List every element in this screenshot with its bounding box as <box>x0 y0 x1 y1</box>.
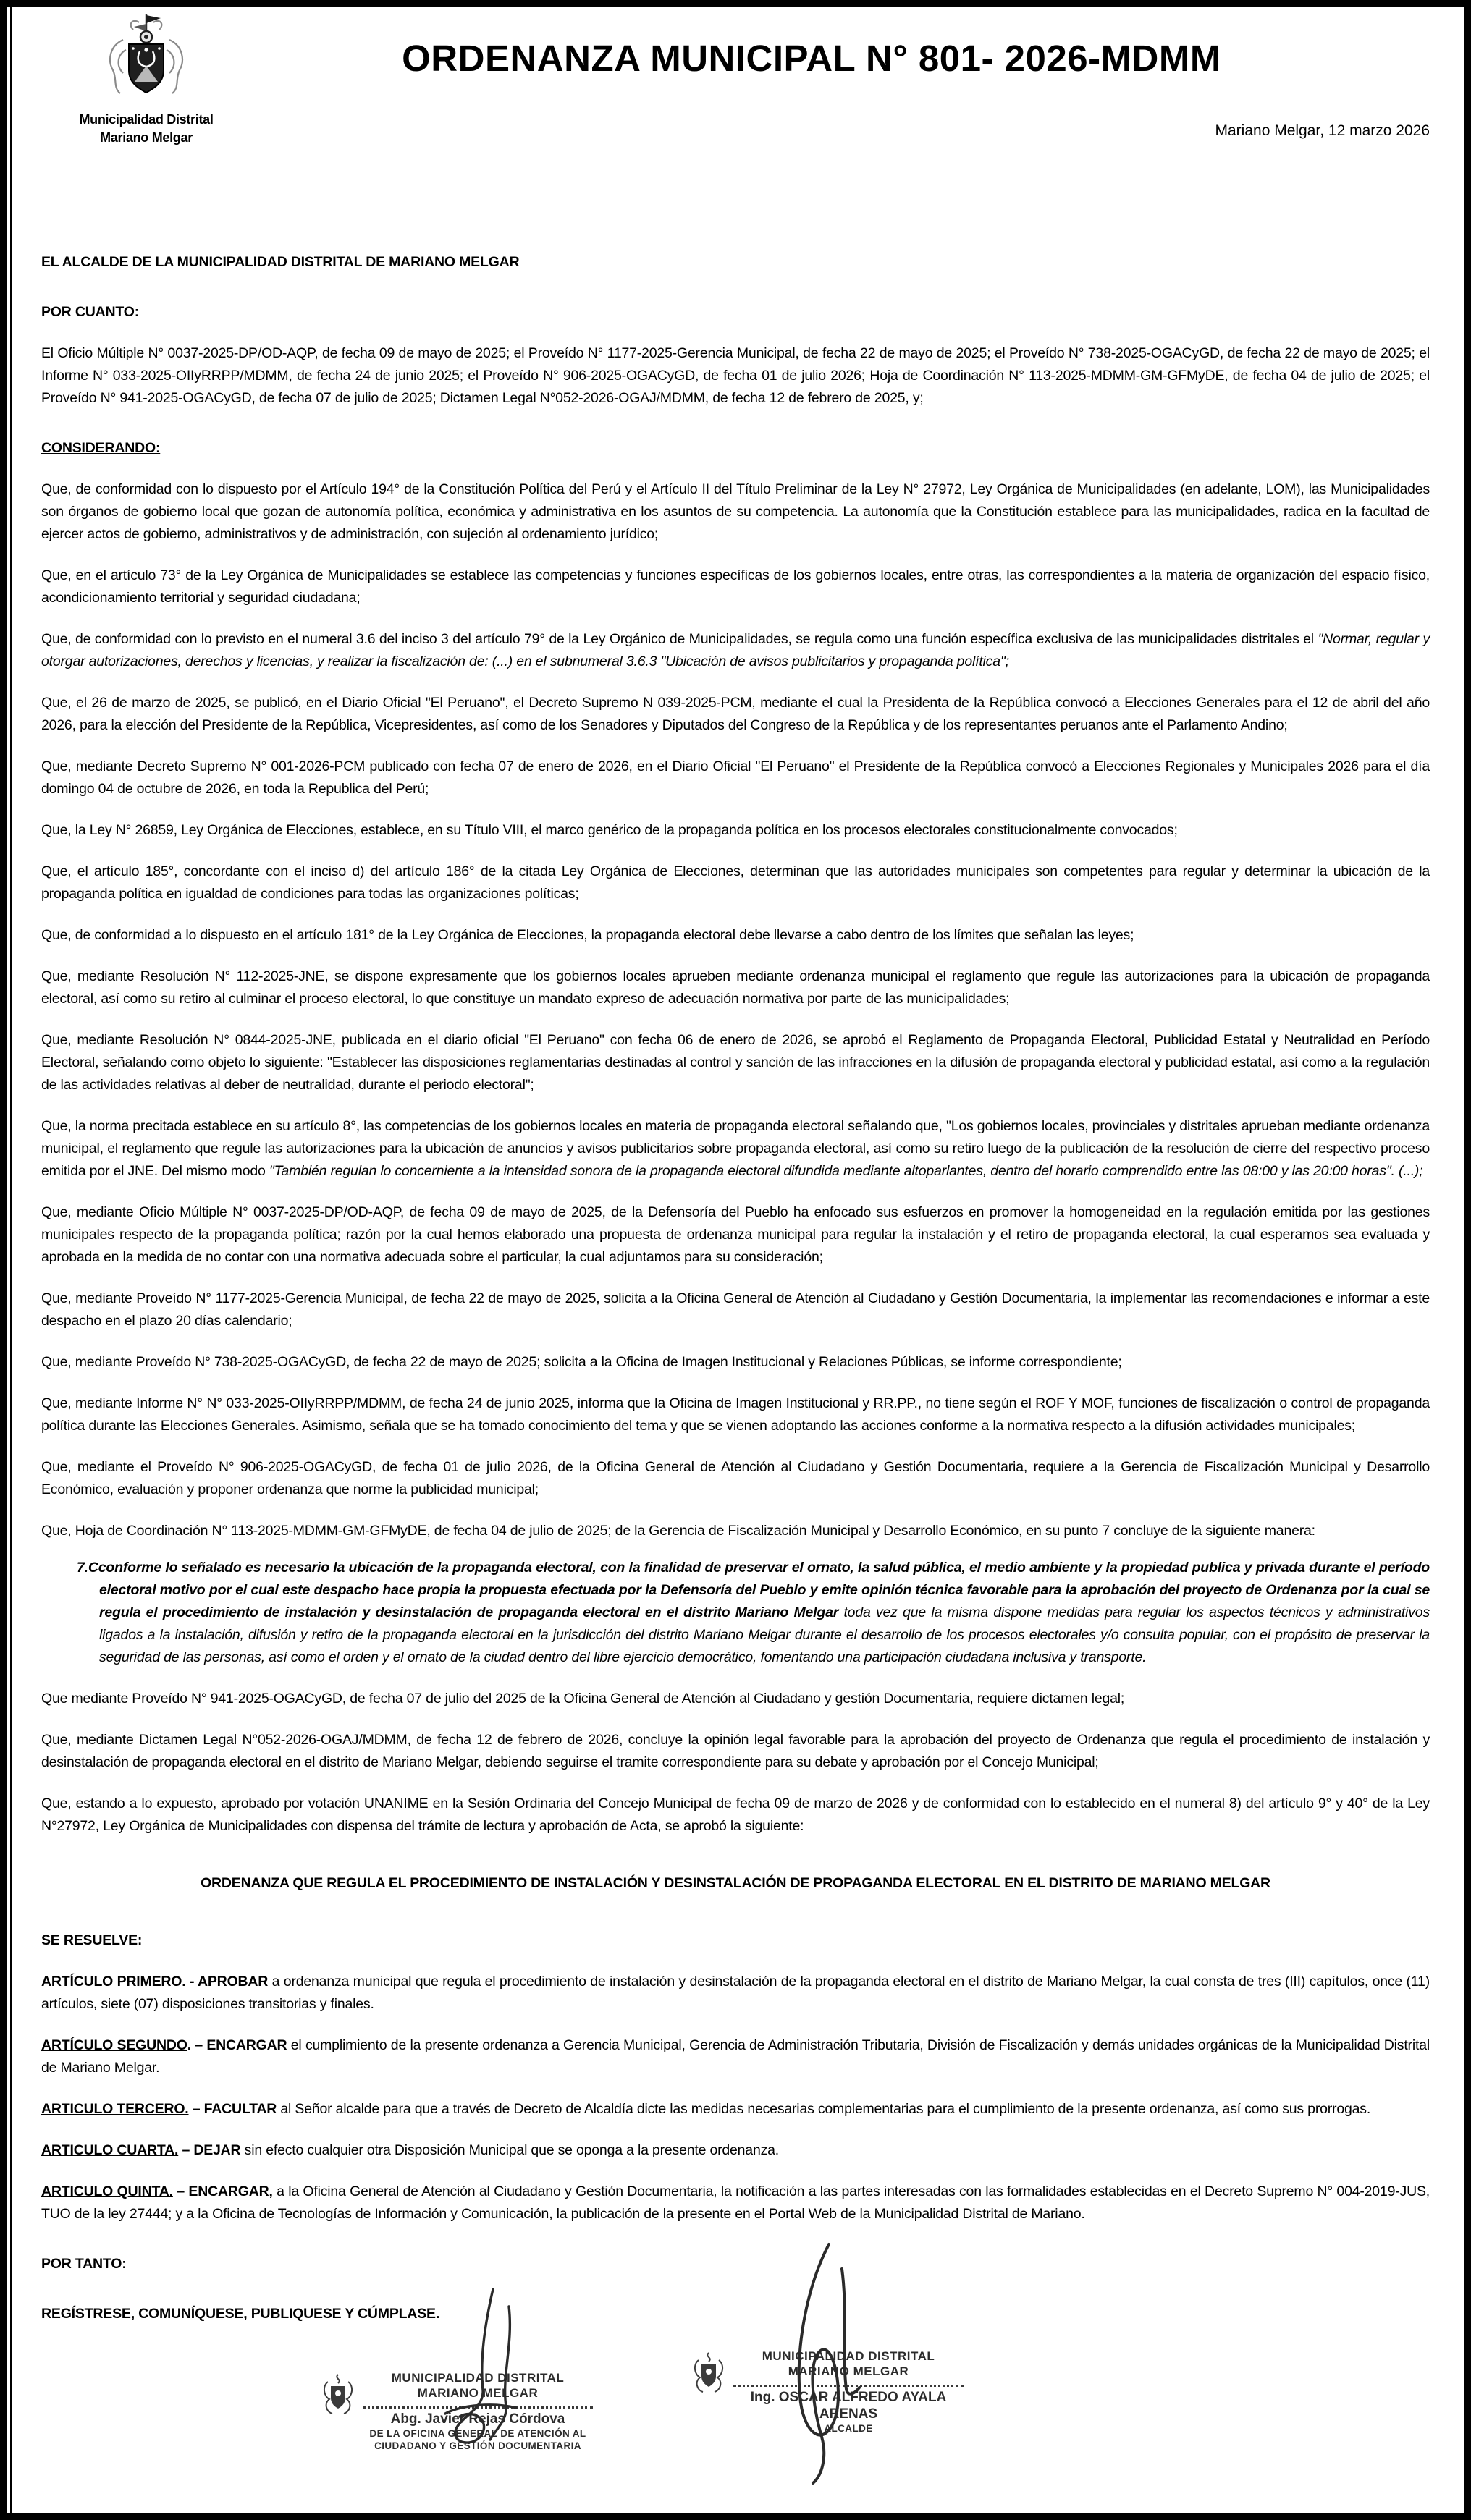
signer-role-line1: DE LA OFICINA GENERAL DE ATENCIÓN AL <box>369 2428 586 2439</box>
articulo-segundo: ARTÍCULO SEGUNDO. – ENCARGAR el cumplimiento de la presente ordenanza a Gerencia Municipal, Gerencia de Administración Tributaria, División de Fiscalización y demás unidades orgánicas de la Municipalidad Distrital de Mariano Melgar. <box>41 2037 1430 2076</box>
signer-name: Ing. OSCAR ALFREDO AYALA ARENAS <box>750 2390 947 2422</box>
por-tanto-heading: POR TANTO: <box>41 2256 127 2272</box>
articulo-tercero: ARTICULO TERCERO. – FACULTAR al Señor alcalde para que a través de Decreto de Alcaldía dicte las medidas necesarias complementarias para el cumplimiento de la presente ordenanza, así como sus prorrogas. <box>41 2101 1371 2117</box>
signature-area <box>41 2333 1430 2499</box>
signer-role-line1: ALCALDE <box>824 2423 873 2434</box>
considerando-heading: CONSIDERANDO: <box>41 440 161 456</box>
paragraphs <box>41 251 1430 2325</box>
coat-of-arms-icon <box>63 12 229 111</box>
paragraph: Que, el 26 de marzo de 2025, se publicó, en el Diario Oficial "El Peruano", el Decreto Supremo N 039-2025-PCM, mediante el cual la Presidenta de la República convocó a Elecciones Generales para el 12 de abril del año 2026, para la elección del Presidente de la República, Vicepresidentes, así como de los Senadores y Diputados del Congreso de la República y de los representantes peruanos ante el Parlamento Andino; <box>41 695 1430 733</box>
paragraph: Que, mediante Resolución N° 0844-2025-JNE, publicada en el diario oficial "El Peruano" con fecha 06 de enero de 2026, se aprobó el Reglamento de Propaganda Electoral, Publicidad Estatal y Neutralidad en Período Electoral, señalando como objeto lo siguiente: "Establecer las disposiciones reglamentarias destinadas al control y sanción de las infracciones en la difusión de propaganda electoral y publicidad estatal, así como a la regulación de las actividades relativas al deber de neutralidad, durante el periodo electoral"; <box>41 1032 1430 1093</box>
paragraph: Que, mediante Decreto Supremo N° 001-2026-PCM publicado con fecha 07 de enero de 2026, en el Diario Oficial "El Peruano" el Presidente de la República convocó a Elecciones Regionales y Municipales 2026 para el día domingo 04 de octubre de 2026, en toda la Republica del Perú; <box>41 758 1430 797</box>
articulo-primero: ARTÍCULO PRIMERO. - APROBAR a ordenanza municipal que regula el procedimiento de instalación y desinstalación de la propaganda electoral en el distrito de Mariano Melgar, la cual consta de tres (III) capítulos, once (11) artículos, siete (07) disposiciones transitorias y finales. <box>41 1974 1430 2012</box>
paragraph: Que, mediante Proveído N° 738-2025-OGACyGD, de fecha 22 de mayo de 2025; solicita a la Oficina de Imagen Institucional y Relaciones Públicas, se informe correspondiente; <box>41 1354 1122 1370</box>
addressee-line: EL ALCALDE DE LA MUNICIPALIDAD DISTRITAL DE MARIANO MELGAR <box>41 254 520 270</box>
articulo-quinta: ARTICULO QUINTA. – ENCARGAR, a la Oficina General de Atención al Ciudadano y Gestión Documentaria, la notificación a las partes interesadas con las formalidades establecidas en el Decreto Supremo N° 004-2019-JUS, TUO de la ley 27444; y a la Oficina de Tecnologías de Información y Comunicación, la publicación de la presente en el Portal Web de la Municipalidad Distrital de Mariano. <box>41 2183 1430 2222</box>
ordinance-title-line: ORDENANZA QUE REGULA EL PROCEDIMIENTO DE INSTALACIÓN Y DESINSTALACIÓN DE PROPAGANDA ELECTORAL EN EL DISTRITO DE MARIANO MELGAR <box>201 1875 1270 1891</box>
paragraph: Que, estando a lo expuesto, aprobado por votación UNANIME en la Sesión Ordinaria del Concejo Municipal de fecha 09 de marzo de 2026 y de conformidad con lo establecido en el numeral 8) del artículo 9° y 40° de la Ley N°27972, Ley Orgánica de Municipalidades con dispensa del trámite de lectura y aprobación de Acta, se aprobó la siguiente: <box>41 1796 1430 1834</box>
municipality-logo-block <box>63 12 229 147</box>
paragraph: Que, la norma precitada establece en su artículo 8°, las competencias de los gobiernos locales en materia de propaganda electoral señalando que, "Los gobiernos locales, provinciales y distritales aprueban mediante ordenanza municipal, el reglamento que regule las autorizaciones para la ubicación de anuncios y avisos publicitarios sobre propaganda electoral, así como su retiro luego de la publicación de la resolución de cierre del respectivo proceso emitida por el JNE. Del mismo modo "También regulan lo concerniente a la intensidad sonora de la propaganda electoral difundida mediante altoparlantes, dentro del horario comprendido entre las 08:00 y las 20:00 horas". (...); <box>41 1118 1430 1179</box>
signature-block-gestion-documentaria <box>358 2370 597 2452</box>
stamp-org-line1: MUNICIPALIDAD DISTRITAL <box>762 2349 935 2363</box>
logo-caption-line1: Municipalidad Distrital <box>79 112 214 127</box>
stamp-emblem-icon <box>321 2372 355 2426</box>
closing-formula: REGÍSTRESE, COMUNÍQUESE, PUBLIQUESE Y CÚMPLASE. <box>41 2306 440 2322</box>
stamp-org-line2: MARIANO MELGAR <box>788 2364 909 2378</box>
paragraph: Que, la Ley N° 26859, Ley Orgánica de Elecciones, establece, en su Título VIII, el marco genérico de la propaganda política en los procesos electorales constitucionalmente convocados; <box>41 822 1178 838</box>
conclusion-item-7: 7.Cconforme lo señalado es necesario la ubicación de la propaganda electoral, con la finalidad de preservar el ornato, la salud pública, el medio ambiente y la propiedad publica y privada durante el período electoral motivo por el cual este despacho hace propia la propuesta efectuada por la Defensoría del Pueblo y emite opinión técnica favorable para la aprobación del proyecto de Ordenanza por la cual se regula el procedimiento de instalación y desinstalación de propaganda electoral en el distrito Mariano Melgar toda vez que la misma dispone medidas para regular los aspectos técnicos y administrativos ligados a la instalación, difusión y retiro de la propaganda electoral en la jurisdicción del distrito Mariano Melgar durante el desarrollo de los procesos electorales y/o consulta popular, con el propósito de preservar la seguridad de las personas, así como el orden y el ornato de la ciudad dentro del libre ejercicio democrático, fomentando una participación ciudadana inclusiva y transporte. <box>77 1560 1430 1665</box>
paragraph: Que mediante Proveído N° 941-2025-OGACyGD, de fecha 07 de julio del 2025 de la Oficina General de Atención al Ciudadano y gestión Documentaria, requiere dictamen legal; <box>41 1691 1125 1707</box>
page-title: ORDENANZA MUNICIPAL N° 801- 2026-MDMM <box>402 38 1221 79</box>
signer-name: Abg. Javier Rejas Córdova <box>390 2411 565 2427</box>
paragraph: Que, mediante el Proveído N° 906-2025-OGACyGD, de fecha 01 de julio 2026, de la Oficina General de Atención al Ciudadano y Gestión Documentaria, requiere a la Gerencia de Fiscalización Municipal y Desarrollo Económico, evaluación y proponer ordenanza que norme la publicidad municipal; <box>41 1459 1430 1497</box>
paragraph: Que, mediante Resolución N° 112-2025-JNE, se dispone expresamente que los gobiernos locales aprueben mediante ordenanza municipal el reglamento que regule las autorizaciones para la ubicación de propaganda electoral, así como su retiro al culminar el proceso electoral, lo que constituye un mandato expreso de adecuación normativa por parte de las municipalidades; <box>41 968 1430 1007</box>
paragraph: Que, de conformidad con lo dispuesto por el Artículo 194° de la Constitución Política del Perú y el Artículo II del Título Preliminar de la Ley N° 27972, Ley Orgánica de Municipalidades (en adelante, LOM), las Municipalidades son órganos de gobierno local que gozan de autonomía política, económica y administrativa en los asuntos de su competencia. La autonomía que la Constitución establece para las municipalidades, radica en la facultad de ejercer actos de gobierno, administrativos y de administración, con sujeción al ordenamiento jurídico; <box>41 481 1430 542</box>
signer-role-line2: CIUDADANO Y GESTIÓN DOCUMENTARIA <box>374 2440 581 2451</box>
signature-dotted-line <box>363 2406 593 2409</box>
paragraph: Que, mediante Proveído N° 1177-2025-Gerencia Municipal, de fecha 22 de mayo de 2025, solicita a la Oficina General de Atención al Ciudadano y Gestión Documentaria, la implementar las recomendaciones e informar a este despacho en el plazo 20 días calendario; <box>41 1290 1430 1329</box>
por-cuanto-heading: POR CUANTO: <box>41 304 140 320</box>
signature-block-alcalde <box>729 2348 968 2435</box>
date-line: Mariano Melgar, 12 marzo 2026 <box>1215 122 1430 139</box>
paragraph: Que, de conformidad con lo previsto en el numeral 3.6 del inciso 3 del artículo 79° de la Ley Orgánico de Municipalidades, se regula como una función específica exclusiva de las municipalidades distritales el "Normar, regular y otorgar autorizaciones, derechos y licencias, y realizar la fiscalización de: (...) en el subnumeral 3.6.3 "Ubicación de avisos publicitarios y propaganda política"; <box>41 631 1430 669</box>
paragraph: Que, mediante Oficio Múltiple N° 0037-2025-DP/OD-AQP, de fecha 09 de mayo de 2025, de la Defensoría del Pueblo ha enfocado sus esfuerzos en promover la homogeneidad en la regulación emitida por las gestiones municipales respecto de la propaganda política; razón por la cual hemos elaborado una propuesta de ordenanza municipal para regular la instalación y el retiro de propaganda electoral, la cual esperamos sea evaluada y aprobada en la medida de no contar con una normativa adecuada sobre el particular, la cual adjuntamos para su consideración; <box>41 1204 1430 1265</box>
signature-dotted-line <box>733 2385 964 2387</box>
paragraph: El Oficio Múltiple N° 0037-2025-DP/OD-AQP, de fecha 09 de mayo de 2025; el Proveído N° 1177-2025-Gerencia Municipal, de fecha 22 de mayo de 2025; el Proveído N° 738-2025-OGACyGD, de fecha 22 de mayo de 2025; el Informe N° 033-2025-OIIyRRPP/MDMM, de fecha 24 de junio 2025; el Proveído N° 906-2025-OGACyGD, de fecha 01 de julio 2026; Hoja de Coordinación N° 113-2025-MDMM-GM-GFMyDE, de fecha 04 de julio de 2025; el Proveído N° 941-2025-OGACyGD, de fecha 07 de julio de 2025; Dictamen Legal N°052-2026-OGAJ/MDMM, de fecha 12 de febrero de 2025, y; <box>41 345 1430 406</box>
paragraph: Que, de conformidad a lo dispuesto en el artículo 181° de la Ley Orgánica de Elecciones, la propaganda electoral debe llevarse a cabo dentro de los límites que señalan las leyes; <box>41 927 1134 943</box>
paragraph: Que, en el artículo 73° de la Ley Orgánica de Municipalidades se establece las competencias y funciones específicas de los gobiernos locales, entre otras, las correspondientes a la materia de organización del espacio físico, acondicionamiento territorial y seguridad ciudadana; <box>41 567 1430 606</box>
stamp-org-line2: MARIANO MELGAR <box>417 2386 539 2400</box>
paragraph: Que, Hoja de Coordinación N° 113-2025-MDMM-GM-GFMyDE, de fecha 04 de julio de 2025; de la Gerencia de Fiscalización Municipal y Desarrollo Económico, en su punto 7 concluye de la siguiente manera: <box>41 1523 1315 1539</box>
articulo-cuarta: ARTICULO CUARTA. – DEJAR sin efecto cualquier otra Disposición Municipal que se oponga a la presente ordenanza. <box>41 2142 780 2158</box>
stamp-org-line1: MUNICIPALIDAD DISTRITAL <box>391 2371 565 2385</box>
paragraph: Que, mediante Dictamen Legal N°052-2026-OGAJ/MDMM, de fecha 12 de febrero de 2026, concluye la opinión legal favorable para la aprobación del proyecto de Ordenanza que regula el procedimiento de instalación y desinstalación de propaganda electoral en el distrito de Mariano Melgar, debiendo seguirse el tramite correspondiente para su debate y aprobación por el Concejo Municipal; <box>41 1732 1430 1770</box>
paragraph: Que, mediante Informe N° N° 033-2025-OIIyRRPP/MDMM, de fecha 24 de junio 2025, informa que la Oficina de Imagen Institucional y RR.PP., no tiene según el ROF Y MOF, funciones de fiscalización o control de propaganda política durante las Elecciones Generales. Asimismo, señala que se ha tomado conocimiento del tema y que se vienen adoptando las acciones conforme a la normativa respecto a la difusión actividades municipales; <box>41 1395 1430 1434</box>
logo-caption-line2: Mariano Melgar <box>100 130 193 145</box>
stamp-emblem-icon <box>691 2350 726 2404</box>
document-header <box>41 7 1430 224</box>
se-resuelve-heading: SE RESUELVE: <box>41 1932 143 1948</box>
paragraph: Que, el artículo 185°, concordante con el inciso d) del artículo 186° de la citada Ley Orgánica de Elecciones, determinan que las autoridades municipales son competentes para regular y determinar la ubicación de la propaganda política en igualdad de condiciones para todas las organizaciones políticas; <box>41 863 1430 902</box>
